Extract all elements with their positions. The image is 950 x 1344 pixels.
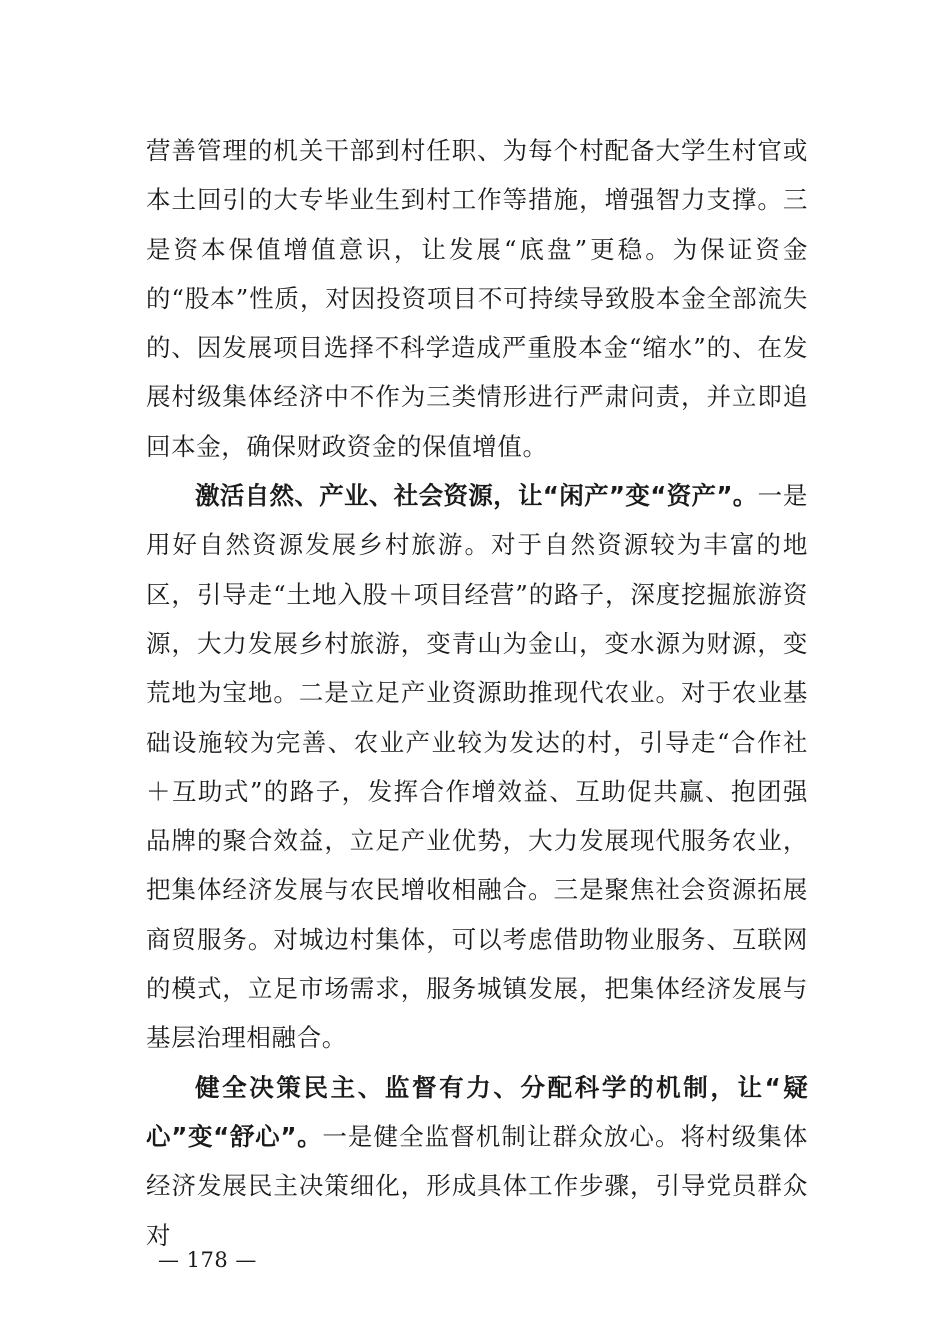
paragraph-mechanism xyxy=(146,1063,808,1260)
paragraph-heading: 健全决策民主、监督有力、分配科学的机制，让“疑心”变“舒心”。 xyxy=(146,1072,808,1151)
paragraph-natural-resources xyxy=(146,471,808,1063)
page-number: — 178 — xyxy=(158,1248,257,1272)
paragraph-body: 营善管理的机关干部到村任职、为每个村配备大学生村官或本土回引的大专毕业生到村工作等措施，增强智力支撑。三是资本保值增值意识，让发展“底盘”更稳。为保证资金的“股本”性质，对因投资项目不可持续导致股本金全部流失的、因发展项目选择不科学造成严重股本金“缩水”的、在发展村级集体经济中不作为三类情形进行严肃问责，并立即追回本金，确保财政资金的保值增值。 xyxy=(146,136,808,461)
paragraph-heading: 激活自然、产业、社会资源，让“闲产”变“资产”。 xyxy=(195,481,758,511)
body-text xyxy=(146,126,808,1260)
paragraph-body: 一是健全监督机制让群众放心。将村级集体经济发展民主决策细化，形成具体工作步骤，引导党员群众对 xyxy=(146,1121,808,1250)
paragraph-body: 一是用好自然资源发展乡村旅游。对于自然资源较为丰富的地区，引导走“土地入股＋项目经营”的路子，深度挖掘旅游资源，大力发展乡村旅游，变青山为金山，变水源为财源，变荒地为宝地。二是立足产业资源助推现代农业。对于农业基础设施较为完善、农业产业较为发达的村，引导走“合作社＋互助式”的路子，发挥合作增效益、互助促共赢、抱团强品牌的聚合效益，立足产业优势，大力发展现代服务农业，把集体经济发展与农民增收相融合。三是聚焦社会资源拓展商贸服务。对城边村集体，可以考虑借助物业服务、互联网的模式，立足市场需求，服务城镇发展，把集体经济发展与基层治理相融合。 xyxy=(146,481,808,1053)
paragraph-continued xyxy=(146,126,808,471)
